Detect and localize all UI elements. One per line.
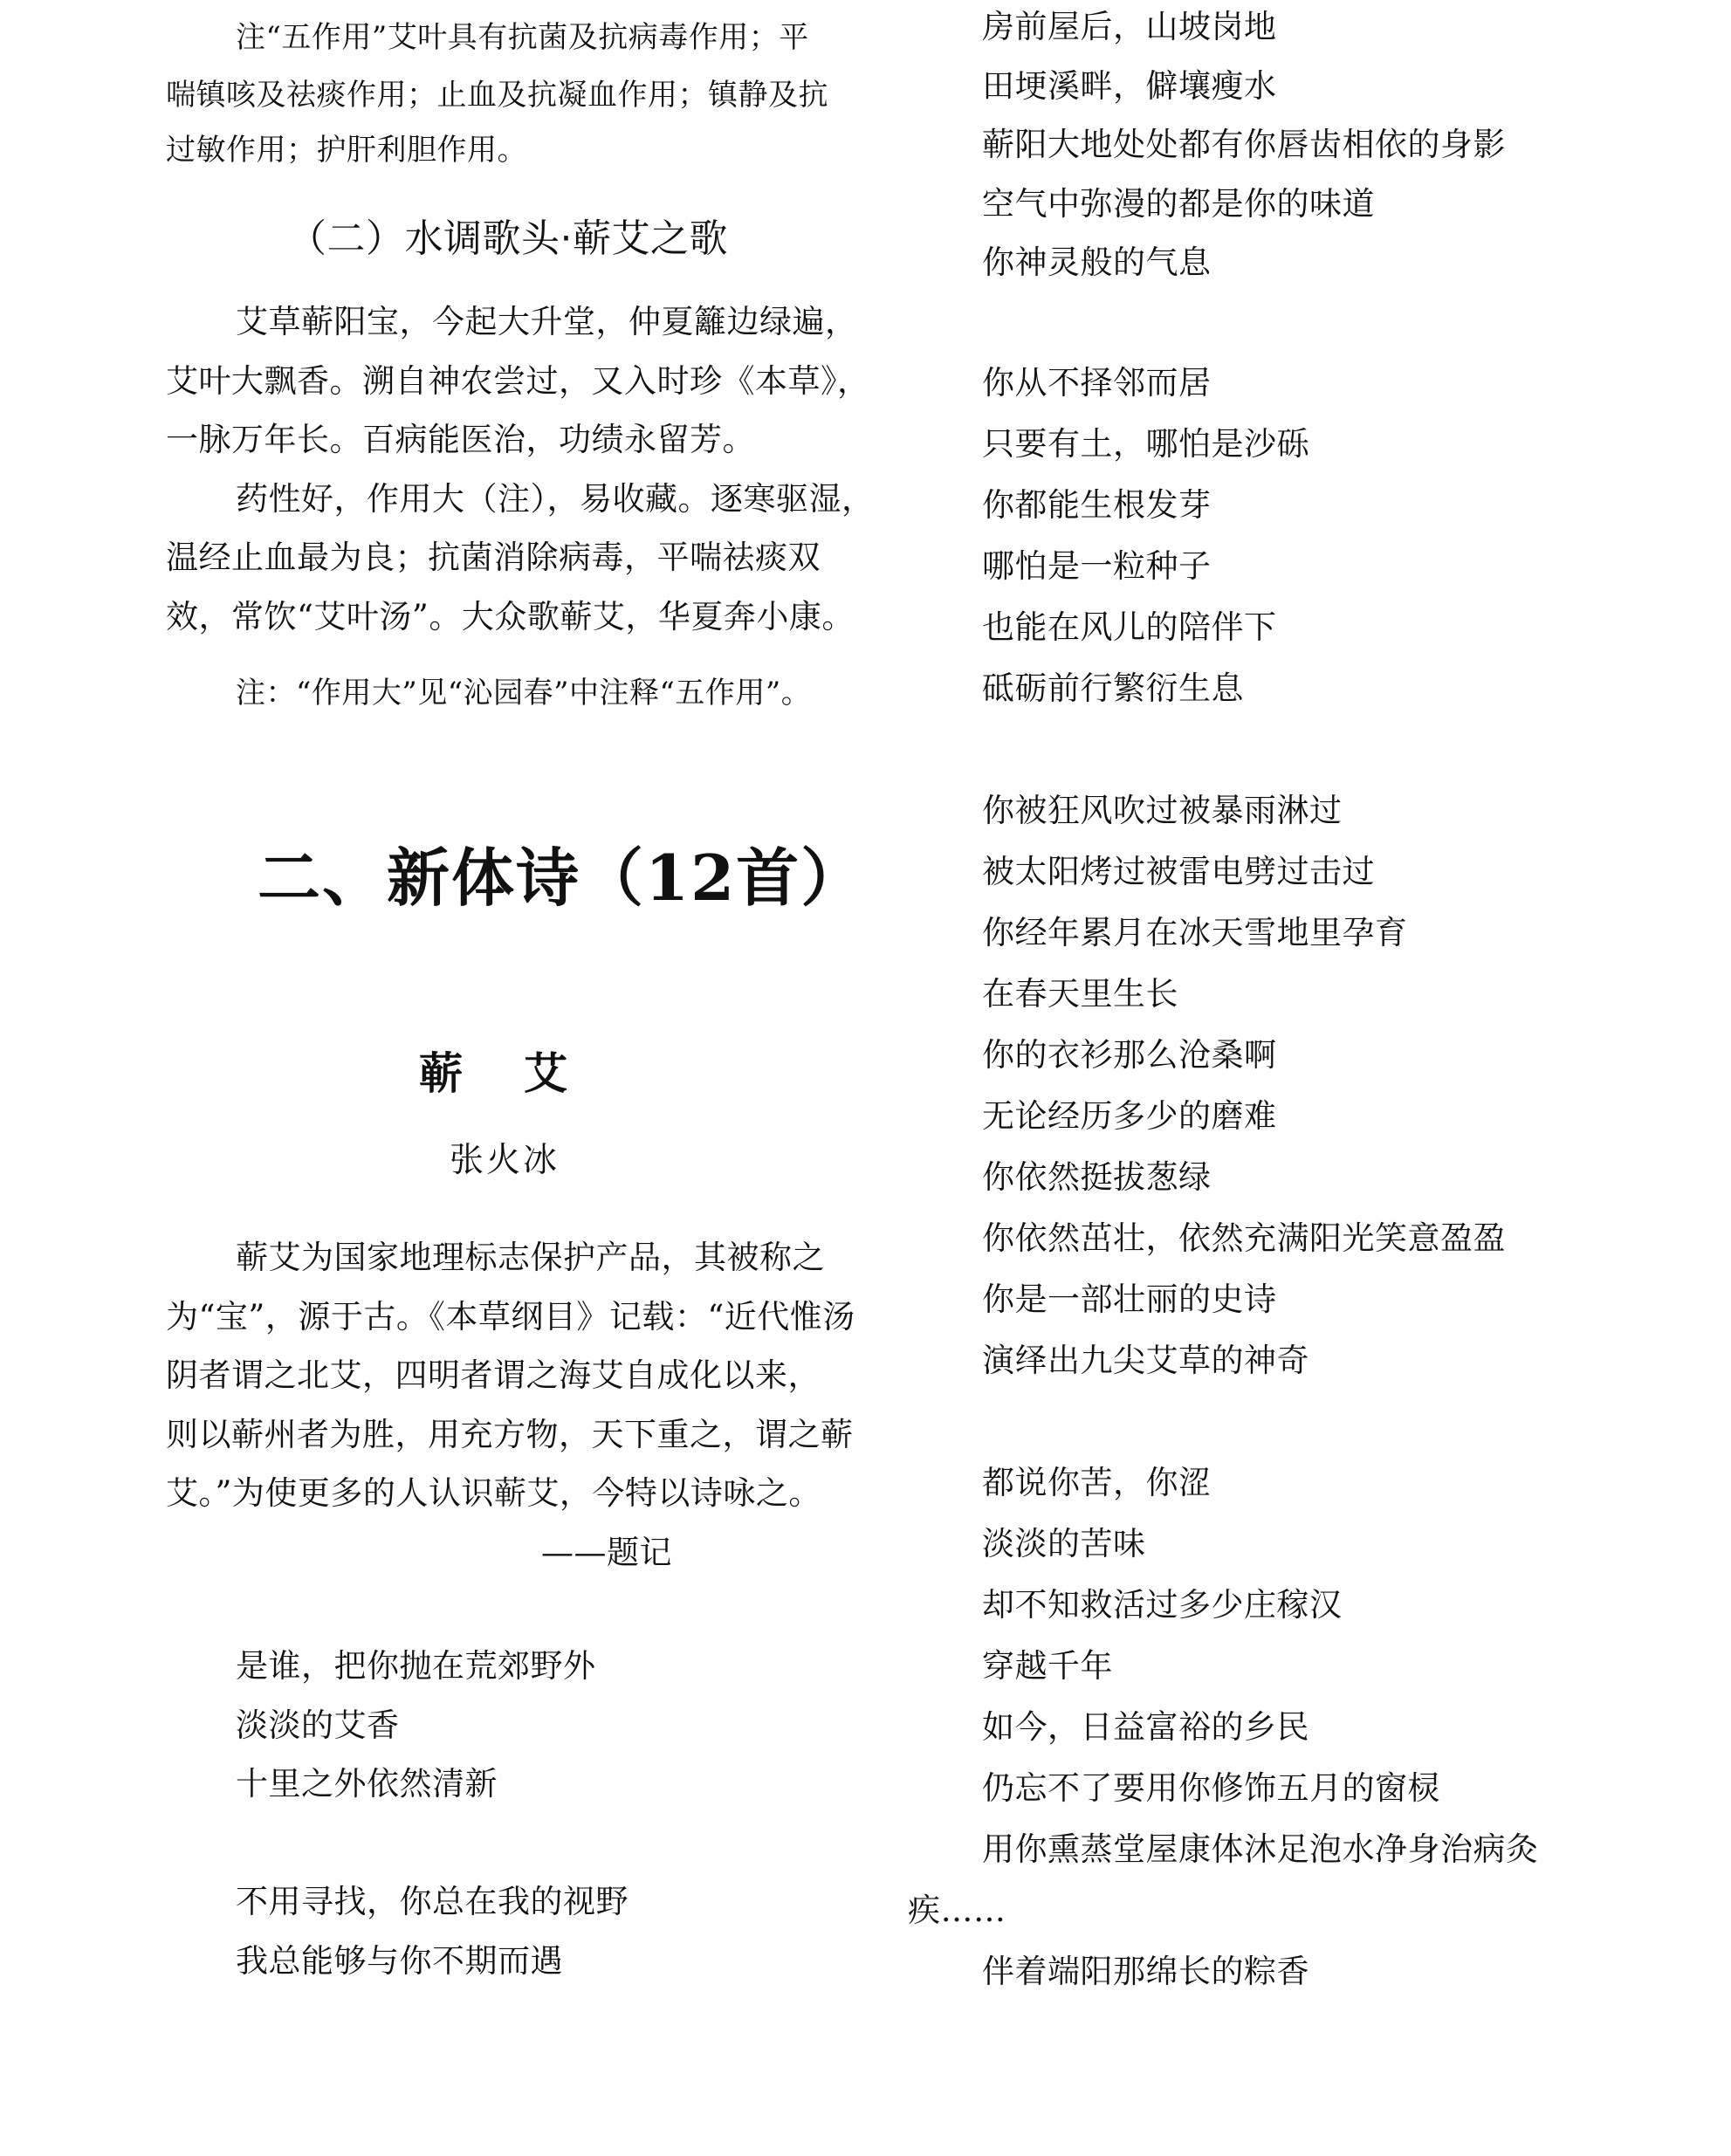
poem-line: 是谁，把你抛在荒郊野外 (236, 1647, 596, 1685)
subheading: （二）水调歌头·蕲艾之歌 (288, 216, 728, 261)
poem-line: 在春天里生长 (982, 975, 1178, 1013)
preface-line-2: 为“宝”，源于古。《本草纲目》记载：“近代惟汤 (166, 1298, 855, 1335)
stanza1-line-1: 艾草蕲阳宝，今起大升堂，仲夏籬边绿遍， (236, 303, 858, 340)
poem-line: 我总能够与你不期而遇 (236, 1942, 563, 1980)
poem-line: 如今，日益富裕的乡民 (982, 1708, 1309, 1746)
poem-line: 都说你苦，你涩 (982, 1464, 1212, 1501)
preface-signature: ——题记 (541, 1534, 672, 1571)
poem-line: 你依然挺拔葱绿 (982, 1158, 1212, 1196)
poem-line: 无论经历多少的磨难 (982, 1097, 1277, 1135)
stanza1-line-3: 一脉万年长。百病能医治，功绩永留芳。 (166, 421, 755, 458)
poem-line: 哪怕是一粒种子 (982, 547, 1212, 585)
poem-line: 你被狂风吹过被暴雨淋过 (982, 792, 1343, 829)
note-five-line-1: 注“五作用”艾叶具有抗菌及抗病毒作用；平 (236, 20, 809, 55)
poem-line: 不用寻找，你总在我的视野 (236, 1883, 629, 1920)
stanza2-line-3: 效，常饮“艾叶汤”。大众歌蕲艾，华夏奔小康。 (166, 598, 855, 635)
poem-line: 用你熏蒸堂屋康体沐足泡水净身治病灸 (982, 1830, 1539, 1868)
poem-line: 仍忘不了要用你修饰五月的窗棂 (982, 1769, 1440, 1807)
note-five-line-2: 喘镇咳及祛痰作用；止血及抗凝血作用；镇静及抗 (166, 78, 828, 113)
stanza2-line-1: 药性好，作用大（注），易收藏。逐寒驱湿， (236, 480, 875, 518)
poem-line: 十里之外依然清新 (236, 1765, 498, 1802)
poem-line: 你都能生根发芽 (982, 486, 1212, 524)
poem-line: 蕲阳大地处处都有你唇齿相依的身影 (982, 126, 1506, 163)
poem-line: 却不知救活过多少庄稼汉 (982, 1586, 1343, 1624)
poem-line: 你的衣衫那么沧桑啊 (982, 1036, 1277, 1074)
poem-line: 你从不择邻而居 (982, 364, 1212, 402)
note-five-line-3: 过敏作用；护肝利胆作用。 (166, 133, 527, 168)
poem-line: 也能在风儿的陪伴下 (982, 608, 1277, 646)
poem-line: 房前屋后，山坡岗地 (982, 8, 1277, 45)
poem-line: 穿越千年 (982, 1647, 1113, 1685)
preface-line-4: 则以蕲州者为胜，用充方物，天下重之，谓之蕲 (166, 1416, 854, 1453)
preface-line-1: 蕲艾为国家地理标志保护产品，其被称之 (236, 1239, 825, 1276)
stanza2-line-2: 温经止血最为良；抗菌消除病毒，平喘祛痰双 (166, 539, 821, 576)
poem-author: 张火冰 (450, 1141, 560, 1180)
preface-line-5: 艾。”为使更多的人认识蕲艾，今特以诗咏之。 (166, 1474, 821, 1512)
poem-line: 疾…… (908, 1892, 1006, 1929)
poem-line: 只要有土，哪怕是沙砾 (982, 425, 1309, 463)
poem-line: 你神灵般的气息 (982, 244, 1212, 281)
poem-line: 淡淡的苦味 (982, 1525, 1146, 1562)
poem-title: 蕲艾 (419, 1048, 629, 1099)
preface-line-3: 阴者谓之北艾，四明者谓之海艾自成化以来， (166, 1356, 821, 1394)
poem-line: 演绎出九尖艾草的神奇 (982, 1342, 1309, 1379)
section-title: 二、新体诗（12首） (258, 841, 866, 915)
poem-line: 砥砺前行繁衍生息 (982, 669, 1244, 707)
poem-line: 伴着端阳那绵长的粽香 (982, 1953, 1309, 1990)
poem-line: 你依然茁壮，依然充满阳光笑意盈盈 (982, 1219, 1506, 1257)
poem-line: 你经年累月在冰天雪地里孕育 (982, 914, 1408, 951)
poem-line: 田埂溪畔，僻壤瘦水 (982, 67, 1277, 105)
note-reference: 注：“作用大”见“沁园春”中注释“五作用”。 (236, 676, 812, 711)
poem-line: 你是一部壮丽的史诗 (982, 1281, 1277, 1318)
poem-line: 淡淡的艾香 (236, 1706, 400, 1744)
stanza1-line-2: 艾叶大飘香。溯自神农尝过，又入时珍《本草》， (166, 362, 870, 400)
poem-line: 空气中弥漫的都是你的味道 (982, 185, 1375, 223)
poem-line: 被太阳烤过被雷电劈过击过 (982, 853, 1375, 890)
